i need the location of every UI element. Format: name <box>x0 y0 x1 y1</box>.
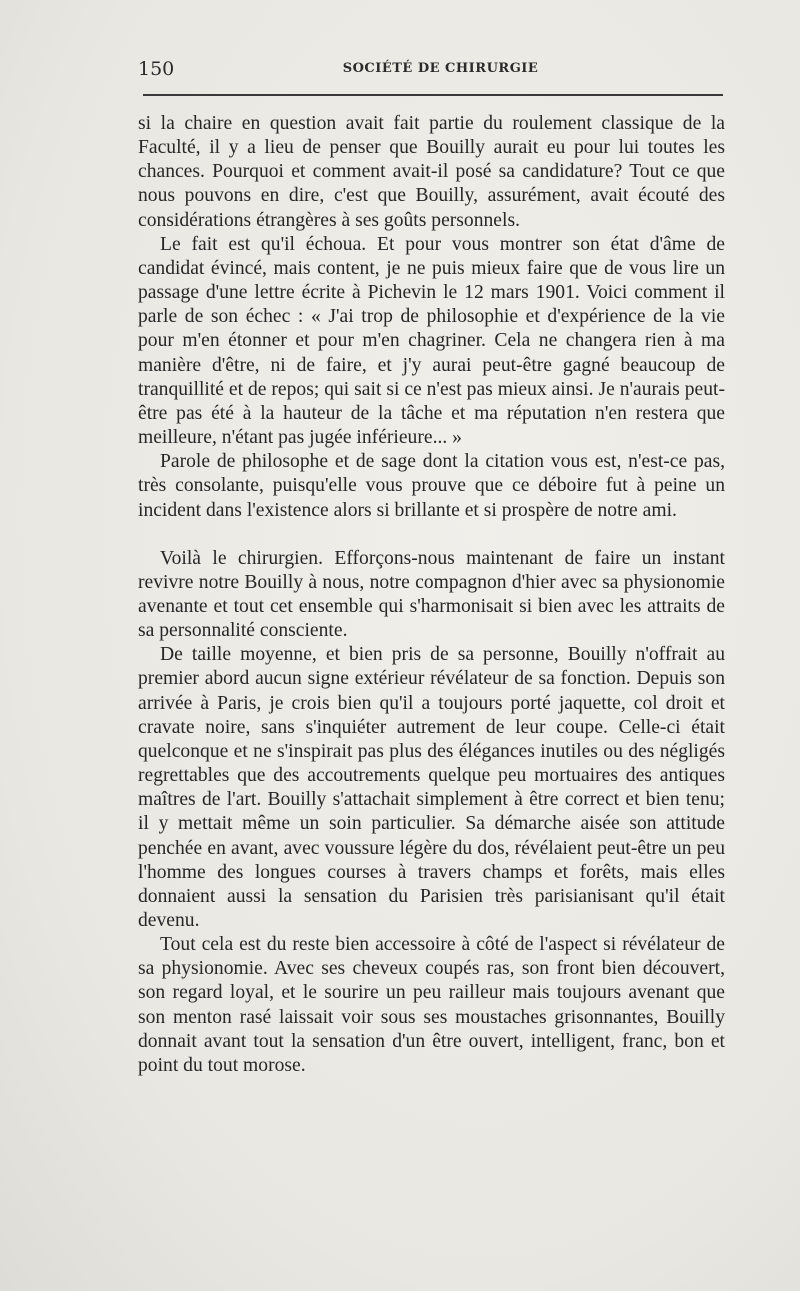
paragraph: De taille moyenne, et bien pris de sa personne, Bouilly n'offrait au premier abord aucun signe extérieur révélateur de sa fonction. Depuis son arrivée à Paris, je crois bien qu'il a toujours porté jaquette, col droit et cravate noire, sans s'inquiéter autrement de leur coupe. Celle-ci était quelconque et ne s'inspirait pas plus des élégances inutiles ou des négligés regrettables que des accoutrements quelque peu mortuaires des antiques maîtres de l'art. Bouilly s'attachait simplement à être correct et bien tenu; il y mettait même un soin particulier. Sa démarche aisée son attitude penchée en avant, avec voussure légère du dos, révélaient peut-être un peu l'homme des longues courses à travers champs et forêts, mais elles donnaient aussi la sensation du Parisien très parisianisant qu'il était devenu. <box>138 644 725 931</box>
paragraph: Voilà le chirurgien. Efforçons-nous maintenant de faire un instant revivre notre Bouilly à nous, notre compagnon d'hier avec sa physionomie avenante et tout cet ensemble qui s'harmonisait si bien avec les attraits de sa personnalité consciente. <box>138 547 725 642</box>
paragraph: Le fait est qu'il échoua. Et pour vous montrer son état d'âme de candidat évincé, mais content, je ne puis mieux faire que de vous lire un passage d'une lettre écrite à Pichevin le 12 mars 1901. Voici comment il parle de son échec : « J'ai trop de philosophie et d'expérience de la vie pour m'en étonner et pour m'en chagriner. Cela ne changera rien à ma manière d'être, ni de faire, et j'y aurai peut-être gagné beaucoup de tranquillité et de repos; qui sait si ce n'est pas mieux ainsi. Je n'aurais peut-être pas été à la hauteur de la tâche et ma réputation n'en restera que meilleure, n'étant pas jugée inférieure... » <box>138 233 725 449</box>
paragraph: Tout cela est du reste bien accessoire à côté de l'aspect si révélateur de sa physionomie. Avec ses cheveux coupés ras, son front bien découvert, son regard loyal, et le sourire un peu railleur mais toujours avenant que son menton rasé laissait voir sous ses moustaches grisonnantes, Bouilly donnait avant tout la sensation d'un être ouvert, intelligent, franc, bon et point du tout morose. <box>138 934 725 1076</box>
running-title: SOCIÉTÉ DE CHIRURGIE <box>342 61 539 76</box>
header-rule <box>143 94 723 96</box>
page-number: 150 <box>138 58 175 80</box>
body-text <box>138 112 725 1078</box>
paragraph-continuation: si la chaire en question avait fait partie du roulement classique de la Faculté, il y a lieu de penser que Bouilly aurait eu pour lui toutes les chances. Pourquoi et comment avait-il posé sa candidature? Tout ce que nous pouvons en dire, c'est que Bouilly, assurément, avait écouté des considérations étrangères à ses goûts personnels. <box>138 113 725 231</box>
page-header <box>138 58 723 82</box>
paragraph: Parole de philosophe et de sage dont la citation vous est, n'est-ce pas, très consolante, puisqu'elle vous prouve que ce déboire fut à peine un incident dans l'existence alors si brillante et si prospère de notre ami. <box>138 451 725 521</box>
